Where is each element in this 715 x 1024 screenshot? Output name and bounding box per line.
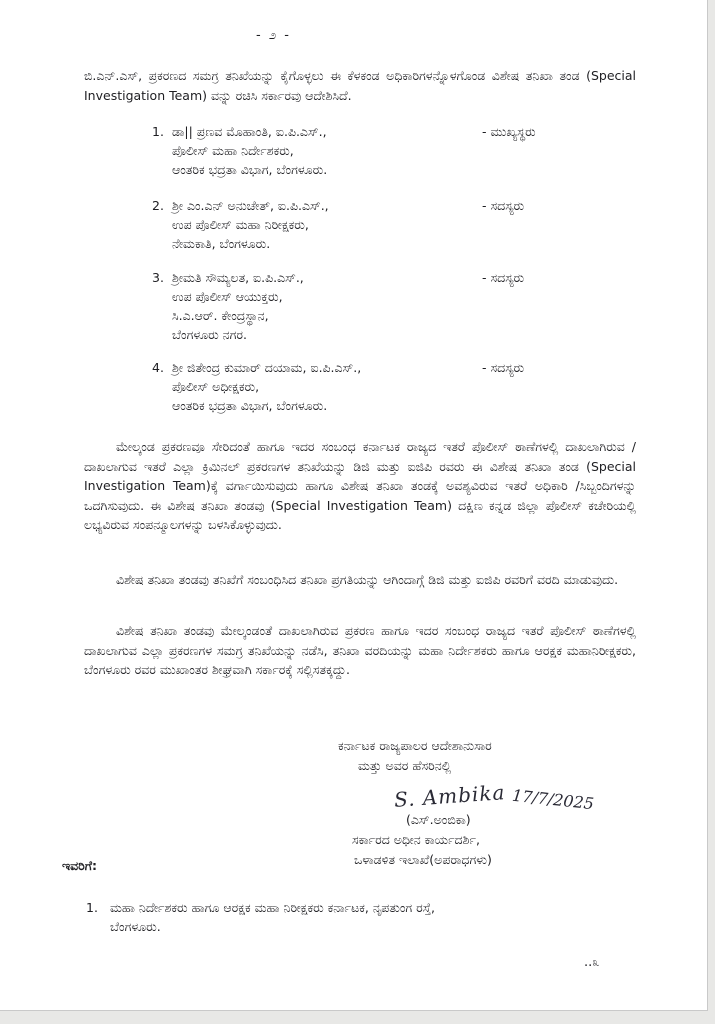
handwritten-signature: S. Ambika — [393, 780, 507, 812]
member-designation: ಉಪ ಪೊಲೀಸ್ ಆಯುಕ್ತರು, — [172, 289, 283, 304]
signatory-department: ಒಳಾಡಳಿತ ಇಲಾಖೆ(ಅಪರಾಧಗಳು) — [354, 852, 492, 867]
page-number: - ೨ - — [256, 28, 291, 43]
member-name: ಡಾ|| ಪ್ರಣವ ಮೊಹಾಂತಿ, ಐ.ಪಿ.ಎಸ್., — [172, 124, 327, 139]
member-role: - ಮುಖ್ಯಸ್ಥರು — [482, 124, 536, 139]
body-paragraph-reporting: ವಿಶೇಷ ತನಿಖಾ ತಂಡವು ತನಿಖೆಗೆ ಸಂಬಂಧಿಸಿದ ತನಿಖಾ ಪ್ರಗತಿಯನ್ನು ಆಗಿಂದಾಗ್ಗೆ ಡಿಜಿ ಮತ್ತು ಐಜಿಪಿ ರವರಿಗೆ ವರದಿ ಮಾಡುವುದು. — [116, 572, 619, 587]
continued-marker: ..೩ — [584, 955, 600, 970]
member-designation: ಉಪ ಪೊಲೀಸ್ ಮಹಾ ನಿರೀಕ್ಷಕರು, — [172, 217, 309, 232]
member-office: ಸಿ.ಎ.ಆರ್. ಕೇಂದ್ರಸ್ಥಾನ, — [172, 308, 269, 323]
member-details — [172, 196, 329, 253]
member-number: 1. — [152, 124, 164, 139]
member-office: ಆಂತರಿಕ ಭದ್ರತಾ ವಿಭಾಗ, ಬೆಂಗಳೂರು. — [172, 398, 328, 413]
signature-date: 17/7/2025 — [511, 785, 595, 814]
member-designation: ಪೊಲೀಸ್ ಮಹಾ ನಿರ್ದೇಶಕರು, — [172, 143, 294, 158]
member-name: ಶ್ರೀ ಎಂ.ಎನ್ ಅನುಚೇತ್, ಐ.ಪಿ.ಎಸ್., — [172, 198, 329, 213]
member-number: 3. — [152, 270, 164, 285]
member-city: ಬೆಂಗಳೂರು ನಗರ. — [172, 327, 247, 342]
recipient-line: ಬೆಂಗಳೂರು. — [110, 919, 161, 934]
member-designation: ಪೊಲೀಸ್ ಅಧೀಕ್ಷಕರು, — [172, 379, 260, 394]
signatory-name: (ಎಸ್.ಅಂಬಿಕಾ) — [406, 812, 471, 827]
member-details — [172, 122, 327, 179]
member-role: - ಸದಸ್ಯರು — [482, 270, 525, 285]
body-paragraph-transfer: ಮೇಲ್ಕಂಡ ಪ್ರಕರಣವೂ ಸೇರಿದಂತೆ ಹಾಗೂ ಇದರ ಸಂಬಂಧ ಕರ್ನಾಟಕ ರಾಜ್ಯದ ಇತರೆ ಪೊಲೀಸ್ ಠಾಣೆಗಳಲ್ಲಿ ದಾಖಲಾಗಿರುವ / ದಾಖಲಾಗುವ ಇತರೆ ಎಲ್ಲಾ ಕ್ರಿಮಿನಲ್ ಪ್ರಕರಣಗಳ ತನಿಖೆಯನ್ನು ಡಿಜಿ ಮತ್ತು ಐಜಿಪಿ ರವರು ಈ ವಿಶೇಷ ತನಿಖಾ ತಂಡ (Special Investigation Team)ಕ್ಕೆ ವರ್ಗಾಯಿಸುವುದು ಹಾಗೂ ವಿಶೇಷ ತನಿಖಾ ತಂಡಕ್ಕೆ ಅವಶ್ಯವಿರುವ ಇತರೆ ಅಧಿಕಾರಿ /ಸಿಬ್ಬಂದಿಗಳನ್ನು ಒದಗಿಸುವುದು. ಈ ವಿಶೇಷ ತನಿಖಾ ತಂಡವು (Special Investigation Team) ದಕ್ಷಿಣ ಕನ್ನಡ ಜಿಲ್ಲಾ ಪೊಲೀಸ್ ಕಚೇರಿಯಲ್ಲಿ ಲಭ್ಯವಿರುವ ಸಂಪನ್ಮೂಲಗಳನ್ನು ಬಳಸಿಕೊಳ್ಳುವುದು. — [84, 439, 636, 532]
authority-line: ಕರ್ನಾಟಕ ರಾಜ್ಯಪಾಲರ ಆದೇಶಾನುಸಾರ — [338, 738, 492, 753]
member-details — [172, 268, 304, 344]
recipient-address — [110, 898, 435, 936]
signatory-designation: ಸರ್ಕಾರದ ಅಧೀನ ಕಾರ್ಯದರ್ಶಿ, — [352, 832, 480, 847]
recipient-number: 1. — [86, 900, 98, 915]
intro-paragraph: ಬಿ.ಎನ್.ಎಸ್, ಪ್ರಕರಣದ ಸಮಗ್ರ ತನಿಖೆಯನ್ನು ಕೈಗೊಳ್ಳಲು ಈ ಕೆಳಕಂಡ ಅಧಿಕಾರಿಗಳನ್ನೊಳಗೊಂಡ ವಿಶೇಷ ತನಿಖಾ ತಂಡ (Special Investigation Team) ವನ್ನು ರಚಿಸಿ ಸರ್ಕಾರವು ಆದೇಶಿಸಿದೆ. — [84, 68, 636, 103]
member-office: ಆಂತರಿಕ ಭದ್ರತಾ ವಿಭಾಗ, ಬೆಂಗಳೂರು. — [172, 162, 328, 177]
recipients-heading: ಇವರಿಗೆ: — [62, 858, 98, 873]
member-role: - ಸದಸ್ಯರು — [482, 198, 525, 213]
member-role: - ಸದಸ್ಯರು — [482, 360, 525, 375]
authority-line: ಮತ್ತು ಅವರ ಹೆಸರಿನಲ್ಲಿ — [358, 758, 452, 773]
body-paragraph-investigation: ವಿಶೇಷ ತನಿಖಾ ತಂಡವು ಮೇಲ್ಕಂಡಂತೆ ದಾಖಲಾಗಿರುವ ಪ್ರಕರಣ ಹಾಗೂ ಇದರ ಸಂಬಂಧ ರಾಜ್ಯದ ಇತರೆ ಪೊಲೀಸ್ ಠಾಣೆಗಳಲ್ಲಿ ದಾಖಲಾಗುವ ಎಲ್ಲಾ ಪ್ರಕರಣಗಳ ಸಮಗ್ರ ತನಿಖೆಯನ್ನು ನಡೆಸಿ, ತನಿಖಾ ವರದಿಯನ್ನು ಮಹಾ ನಿರ್ದೇಶಕರು ಹಾಗೂ ಆರಕ್ಷಕ ಮಹಾನಿರೀಕ್ಷಕರು, ಬೆಂಗಳೂರು ರವರ ಮುಖಾಂತರ ಶೀಘ್ರವಾಗಿ ಸರ್ಕಾರಕ್ಕೆ ಸಲ್ಲಿಸತಕ್ಕದ್ದು. — [84, 623, 636, 677]
member-name: ಶ್ರೀಮತಿ ಸೌಮ್ಯಲತ, ಐ.ಪಿ.ಎಸ್., — [172, 270, 304, 285]
member-name: ಶ್ರೀ ಜಿತೇಂದ್ರ ಕುಮಾರ್ ದಯಾಮ, ಐ.ಪಿ.ಎಸ್., — [172, 360, 362, 375]
member-number: 4. — [152, 360, 164, 375]
member-office: ನೇಮಕಾತಿ, ಬೆಂಗಳೂರು. — [172, 236, 271, 251]
recipient-line: ಮಹಾ ನಿರ್ದೇಶಕರು ಹಾಗೂ ಆರಕ್ಷಕ ಮಹಾ ನಿರೀಕ್ಷಕರು ಕರ್ನಾಟಕ, ನೃಪತುಂಗ ರಸ್ತೆ, — [110, 900, 435, 915]
member-details — [172, 358, 361, 415]
member-number: 2. — [152, 198, 164, 213]
